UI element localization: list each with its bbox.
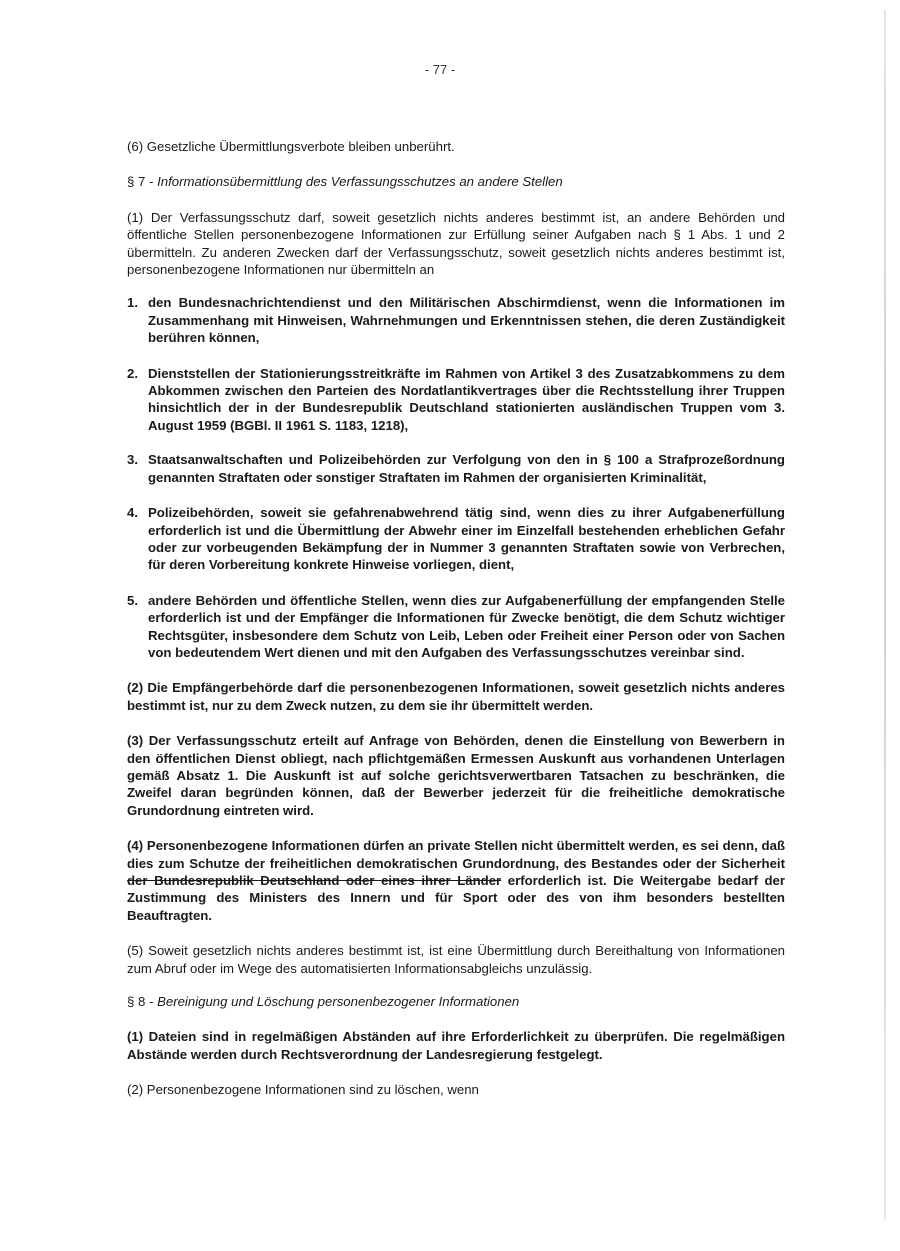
section-8-paragraph-1: (1) Dateien sind in regelmäßigen Abständen auf ihre Erforderlichkeit zu überprüfen. Die regelmäßigen Abstände werden durch Rechtsverordnung der Landesregierung festgelegt. — [127, 1029, 785, 1062]
list-item-number: 4. — [127, 505, 138, 521]
paragraph-4-struck-text: der Bundesrepublik Deutschland oder eines ihrer Länder — [127, 873, 502, 888]
list-item-number: 5. — [127, 592, 138, 608]
page-number: - 77 - — [424, 62, 456, 77]
list-item-text: Dienststellen der Stationierungsstreitkräfte im Rahmen von Artikel 3 des Zusatzabkommens zu dem Abkommen zwischen den Parteien des Nordatlantikvertrages über die Rechtsstellung ihrer Truppen hinsichtlich der in der Bundesrepublik Deutschland stationierten ausländischen Truppen vom 3. August 1959 (BGBl. II 1961 S. 1183, 1218), — [148, 365, 785, 433]
document-body — [127, 138, 785, 1099]
section-7-paragraph-2: (2) Die Empfängerbehörde darf die personenbezogenen Informationen, soweit gesetzlich nichts anderes bestimmt ist, nur zu dem Zweck nutzen, zu dem sie ihr übermittelt werden. — [127, 680, 785, 713]
list-item — [127, 451, 785, 486]
paragraph-4-text-end: erforderlich ist. Die Weitergabe bedarf der Zustimmung des Ministers des Innern und für Sport oder des von ihm besonders bestellten Beauftragten. — [127, 873, 785, 923]
list-item — [127, 294, 785, 346]
list-item-text: Polizeibehörden, soweit sie gefahrenabwehrend tätig sind, wenn dies zu ihrer Aufgabenerfüllung erforderlich ist und die Übermittlung der Abwehr einer im Einzelfall bestehenden erheblichen Gefahr oder zur vorbeugenden Bekämpfung der in Nummer 3 genannten Straftaten sowie von Verbrechen, für deren Vorbereitung konkrete Hinweise vorliegen, dient, — [148, 505, 785, 573]
section-8-heading — [127, 993, 785, 1010]
paragraph-6: (6) Gesetzliche Übermittlungsverbote bleiben unberührt. — [127, 139, 455, 154]
paragraph-4-text-start: (4) Personenbezogene Informationen dürfen an private Stellen nicht übermittelt werden, es sei denn, daß dies zum Schutze der freiheitlichen demokratischen Grundordnung, des Bestandes oder der Sicherheit — [127, 838, 785, 871]
section-7-list — [127, 294, 785, 661]
section-8-dash: - — [145, 994, 158, 1010]
list-item-text: andere Behörden und öffentliche Stellen, wenn dies zur Aufgabenerfüllung der empfangenden Stelle erforderlich ist und der Empfänger die Informationen für Zwecke benötigt, die dem Schutz wichtiger Rechtsgüter, insbesondere dem Schutz von Leib, Leben oder Freiheit einer Person oder von Sachen von bedeutendem Wert dienen und mit den Aufgaben des Verfassungsschutzes vereinbar sind. — [148, 592, 785, 660]
section-7-dash: - — [145, 174, 158, 190]
section-7-paragraph-1: (1) Der Verfassungsschutz darf, soweit gesetzlich nichts anderes bestimmt ist, an andere Behörden und öffentliche Stellen personenbezogene Informationen zur Erfüllung seiner Aufgaben nach § 1 Abs. 1 und 2 übermitteln. Zu anderen Zwecken darf der Verfassungsschutz, soweit gesetzlich nichts anderes bestimmt ist, personenbezogene Informationen nur übermitteln an — [127, 209, 785, 278]
page-edge-shadow — [884, 10, 886, 1220]
list-item — [127, 504, 785, 574]
list-item-number: 1. — [127, 295, 138, 311]
list-item-number: 3. — [127, 452, 138, 468]
section-8-paragraph-2: (2) Personenbezogene Informationen sind zu löschen, wenn — [127, 1082, 479, 1098]
section-8-number: § 8 — [127, 994, 146, 1010]
section-7-paragraph-3: (3) Der Verfassungsschutz erteilt auf Anfrage von Behörden, denen die Einstellung von Bewerbern in den öffentlichen Dienst obliegt, nach pflichtgemäßen Ermessen Auskunft aus vorhandenen Unterlagen gemäß Absatz 1. Die Auskunft ist auf solche gerichtsverwertbaren Tatsachen zu beschränken, die Zweifel daran begründen können, daß der Bewerber jederzeit für die freiheitliche demokratische Grundordnung eintreten wird. — [127, 733, 785, 818]
section-7-paragraph-4 — [127, 837, 785, 924]
section-8-title: Bereinigung und Löschung personenbezogener Informationen — [157, 994, 520, 1010]
list-item-text: den Bundesnachrichtendienst und den Militärischen Abschirmdienst, wenn die Informationen im Zusammenhang mit Hinweisen, Wahrnehmungen und Erkenntnissen stehen, die deren Zuständigkeit berühren können, — [148, 295, 785, 346]
list-item — [127, 592, 785, 662]
list-item-text: Staatsanwaltschaften und Polizeibehörden zur Verfolgung von den in § 100 a Strafprozeßordnung genannten Straftaten oder sonstiger Straftaten im Rahmen der organisierten Kriminalität, — [148, 452, 785, 485]
section-7-paragraph-5: (5) Soweit gesetzlich nichts anderes bestimmt ist, ist eine Übermittlung durch Bereithaltung von Informationen zum Abruf oder im Wege des automatisierten Informationsabgleichs unzulässig. — [127, 943, 785, 976]
list-item-number: 2. — [127, 365, 138, 381]
section-7-heading — [127, 173, 785, 190]
section-7-title: Informationsübermittlung des Verfassungsschutzes an andere Stellen — [157, 174, 563, 190]
section-7-number: § 7 — [127, 174, 146, 190]
list-item — [127, 365, 785, 435]
